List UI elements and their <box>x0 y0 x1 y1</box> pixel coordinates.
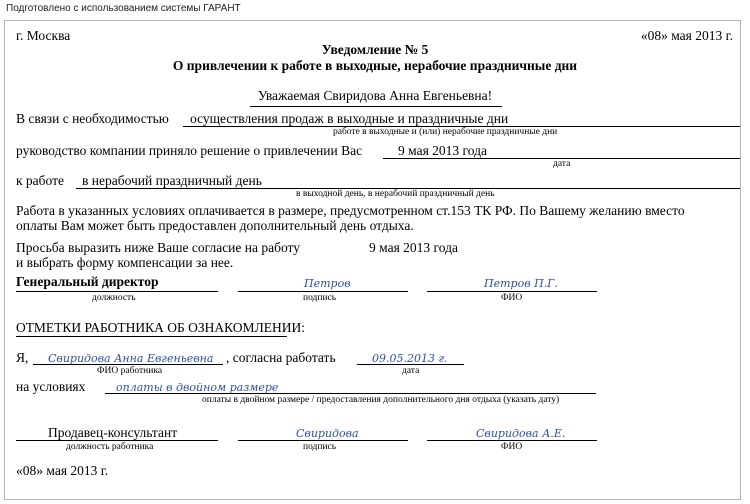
director-signature-line <box>238 291 408 292</box>
greeting-underline <box>250 106 502 107</box>
work-caption: в выходной день, в нерабочий праздничный день <box>296 189 495 199</box>
payment-line-2: оплаты Вам может быть предоставлен дополнительный день отдыха. <box>16 218 414 233</box>
employee-signature-line <box>238 440 408 441</box>
footer-date: «08» мая 2013 г. <box>16 463 109 478</box>
request-line-2: и выбрать форму компенсации за нее. <box>16 255 234 270</box>
director-position-line <box>16 291 218 292</box>
director-position-caption: должность <box>92 293 136 303</box>
employee-fio-caption: ФИО <box>501 442 523 452</box>
director-fio-caption: ФИО <box>501 293 523 303</box>
necessity-label: В связи с необходимостью <box>16 111 169 126</box>
employee-name-handwritten[interactable]: Свиридова Анна Евгеньевна <box>48 352 214 365</box>
agree-date-line <box>357 364 464 365</box>
request-date: 9 мая 2013 года <box>369 240 458 255</box>
employee-position-line <box>16 440 218 441</box>
conditions-caption: оплаты в двойном размере / предоставления дополнительного дня отдыха (указать дату) <box>202 395 560 405</box>
decision-date[interactable]: 9 мая 2013 года <box>398 143 487 158</box>
agree-label: , согласна работать <box>226 350 336 365</box>
i-label: Я, <box>16 350 29 365</box>
conditions-value-handwritten[interactable]: оплаты в двойном размере <box>116 381 279 394</box>
request-line-1: Просьба выразить ниже Ваше согласие на работу <box>16 240 301 255</box>
employee-fio[interactable]: Свиридова А.Е. <box>476 427 566 440</box>
notice-subtitle: О привлечении к работе в выходные, нерабочие праздничные дни <box>172 58 578 73</box>
acknowledgment-heading: ОТМЕТКИ РАБОТНИКА ОБ ОЗНАКОМЛЕНИИ: <box>16 320 305 335</box>
city: г. Москва <box>16 28 71 43</box>
decision-label: руководство компании приняло решение о привлечении Вас <box>16 143 363 158</box>
conditions-line <box>105 393 596 394</box>
employee-position-caption: должность работника <box>66 442 154 452</box>
notice-title: Уведомление № 5 <box>321 42 429 57</box>
payment-line-1: Работа в указанных условиях оплачивается в размере, предусмотренном ст.153 ТК РФ. По Вашему желанию вместо <box>16 203 685 218</box>
director-fio[interactable]: Петров П.Г. <box>484 277 558 290</box>
employee-signature-caption: подпись <box>303 442 337 452</box>
document-date: «08» мая 2013 г. <box>640 28 733 43</box>
employee-name-caption: ФИО работника <box>97 366 163 376</box>
employee-signature[interactable]: Свиридова <box>296 427 359 440</box>
employee-position: Продавец-консультант <box>48 425 178 440</box>
work-value[interactable]: в нерабочий праздничный день <box>82 173 262 188</box>
work-label: к работе <box>16 173 65 188</box>
necessity-caption: работе в выходные и (или) нерабочие праздничные дни <box>333 127 558 137</box>
necessity-value[interactable]: осуществления продаж в выходные и праздничные дни <box>190 111 509 126</box>
director-fio-line <box>427 291 597 292</box>
garant-source-label: Подготовлено с использованием системы ГАРАНТ <box>6 3 241 14</box>
director-signature-caption: подпись <box>303 293 337 303</box>
agree-date-handwritten[interactable]: 09.05.2013 г. <box>372 352 448 365</box>
employee-fio-line <box>427 440 597 441</box>
director-signature[interactable]: Петров <box>304 277 351 290</box>
employee-name-line <box>33 364 223 365</box>
director-position: Генеральный директор <box>16 274 159 289</box>
decision-caption: дата <box>553 159 571 169</box>
conditions-label: на условиях <box>16 379 86 394</box>
agree-date-caption: дата <box>402 366 420 376</box>
greeting: Уважаемая Свиридова Анна Евгеньевна! <box>257 88 493 103</box>
acknowledgment-heading-underline <box>16 336 287 337</box>
